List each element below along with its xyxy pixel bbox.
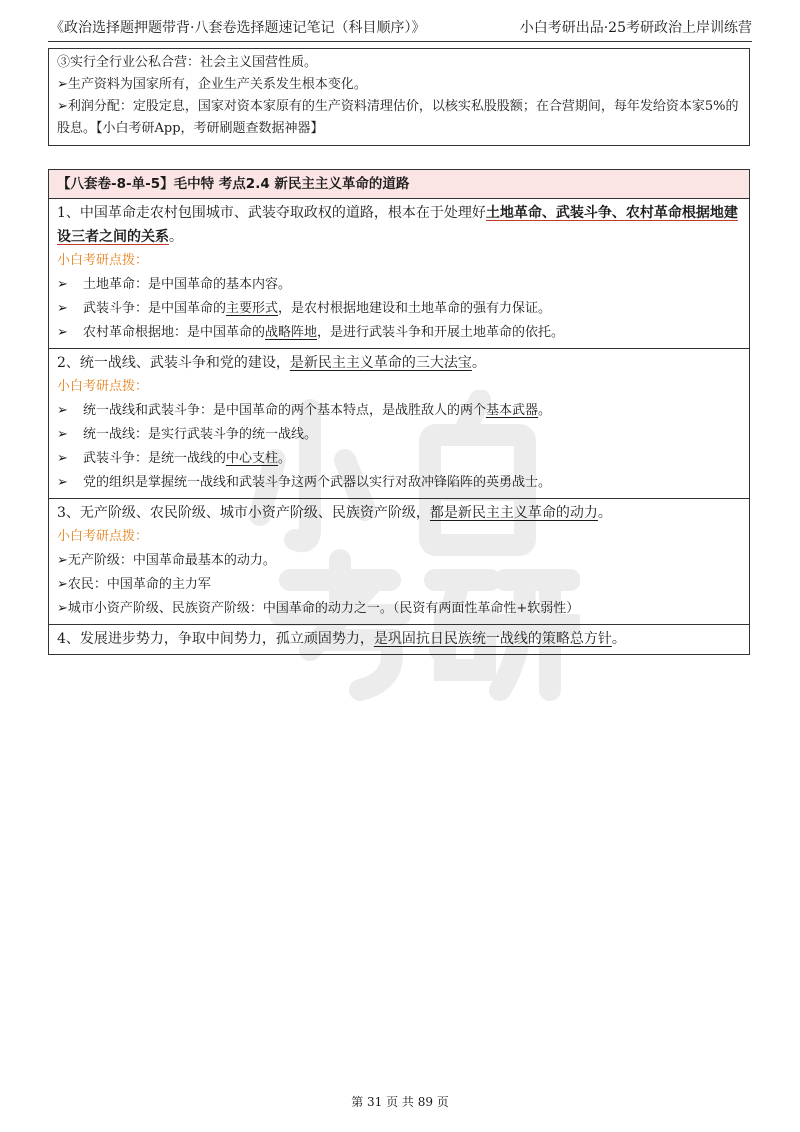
- prev-line-1: ③实行全行业公私合营：社会主义国营性质。: [57, 55, 318, 70]
- point-1-2: [57, 297, 741, 321]
- question-4: [49, 625, 749, 654]
- question-4-end: 。: [611, 631, 626, 647]
- question-2-end: 。: [471, 355, 486, 371]
- question-1-end: 。: [169, 229, 183, 245]
- previous-section-box: [48, 48, 750, 146]
- header-title-right: 小白考研出品·25考研政治上岸训练营: [519, 20, 752, 36]
- point-text-end: 。: [538, 403, 552, 418]
- arrowhead-bullet-icon: ➢: [57, 451, 68, 466]
- arrowhead-bullet-icon: ➢: [57, 325, 68, 340]
- arrowhead-bullet-icon: ➢: [57, 427, 68, 442]
- point-2-3: [57, 447, 741, 471]
- question-3: [49, 499, 749, 625]
- arrowhead-bullet-icon: ➢: [57, 301, 68, 316]
- question-1-text: [57, 201, 741, 249]
- question-4-text: [57, 627, 741, 651]
- page-number: 第 31 页 共 89 页: [351, 1095, 449, 1109]
- point-2-1: [57, 399, 741, 423]
- question-3-key: 都是新民主主义革命的动力: [429, 505, 598, 521]
- point-text: 武装斗争：是统一战线的: [83, 451, 227, 466]
- point-text-end: ，是农村根据地建设和土地革命的强有力保证。: [278, 301, 552, 316]
- point-3-1: ➢无产阶级：中国革命最基本的动力。: [57, 553, 276, 568]
- question-2: [49, 349, 749, 499]
- point-text: 党的组织是掌握统一战线和武装斗争这两个武器以实行对敌冲锋陷阵的英勇战士。: [83, 475, 552, 490]
- question-1: [49, 199, 749, 349]
- point-text: 统一战线和武装斗争：是中国革命的两个基本特点，是战胜敌人的两个: [83, 403, 487, 418]
- point-text: 武装斗争：是中国革命的: [83, 301, 227, 316]
- point-underline: 中心支柱: [226, 451, 279, 466]
- question-4-lead: 4、发展进步势力，争取中间势力，孤立顽固势力，: [57, 631, 374, 647]
- point-underline: 基本武器: [486, 403, 539, 418]
- prev-line-3: ➢利润分配：定股定息，国家对资本家原有的生产资料清理估价，以核实私股股额；在合营期间，每年发给资本家5%的股息。【小白考研App，考研刷题查数据神器】: [57, 99, 739, 136]
- header-divider: [48, 41, 752, 42]
- section-box: [48, 169, 750, 655]
- point-2-2: [57, 423, 741, 447]
- point-text: 土地革命：是中国革命的基本内容。: [83, 277, 292, 292]
- section-title: 【八套卷-8-单-5】毛中特 考点2.4 新民主主义革命的道路: [49, 170, 749, 199]
- arrowhead-bullet-icon: ➢: [57, 277, 68, 292]
- point-1-1: [57, 273, 741, 297]
- point-text: 统一战线：是实行武装斗争的统一战线。: [83, 427, 318, 442]
- point-1-3: [57, 321, 741, 345]
- tip-label-1: 小白考研点拨：: [57, 253, 149, 268]
- point-3-2: ➢农民：中国革命的主力军: [57, 577, 211, 592]
- question-1-lead: 1、中国革命走农村包围城市、武装夺取政权的道路，根本在于处理好: [57, 205, 486, 221]
- question-3-text: [57, 501, 741, 525]
- tip-label-3: 小白考研点拨：: [57, 529, 149, 544]
- question-2-lead: 2、统一战线、武装斗争和党的建设，: [57, 355, 290, 371]
- prev-line-2: ➢生产资料为国家所有，企业生产关系发生根本变化。: [57, 77, 367, 92]
- question-4-key: 是巩固抗日民族统一战线的策略总方针: [373, 631, 612, 647]
- point-text: 农村革命根据地：是中国革命的: [83, 325, 266, 340]
- question-3-end: 。: [597, 505, 612, 521]
- point-underline: 战略阵地: [265, 325, 318, 340]
- question-2-key: 是新民主主义革命的三大法宝: [289, 355, 472, 371]
- question-2-text: [57, 351, 741, 375]
- header-title-left: 《政治选择题押题带背·八套卷选择题速记笔记（科目顺序）》: [50, 20, 426, 36]
- question-3-lead: 3、无产阶级、农民阶级、城市小资产阶级、民族资产阶级，: [57, 505, 430, 521]
- point-3-3: ➢城市小资产阶级、民族资产阶级：中国革命的动力之一。（民资有两面性革命性+软弱性）: [57, 601, 580, 616]
- question-1-key: 土地革命、武装斗争、农村革命根据地建设三者之间的关系: [57, 205, 738, 245]
- point-underline: 主要形式: [226, 301, 279, 316]
- arrowhead-bullet-icon: ➢: [57, 403, 68, 418]
- point-2-4: [57, 471, 741, 495]
- point-text-end: 。: [278, 451, 292, 466]
- point-text-end: ，是进行武装斗争和开展土地革命的依托。: [317, 325, 565, 340]
- arrowhead-bullet-icon: ➢: [57, 475, 68, 490]
- tip-label-2: 小白考研点拨：: [57, 379, 149, 394]
